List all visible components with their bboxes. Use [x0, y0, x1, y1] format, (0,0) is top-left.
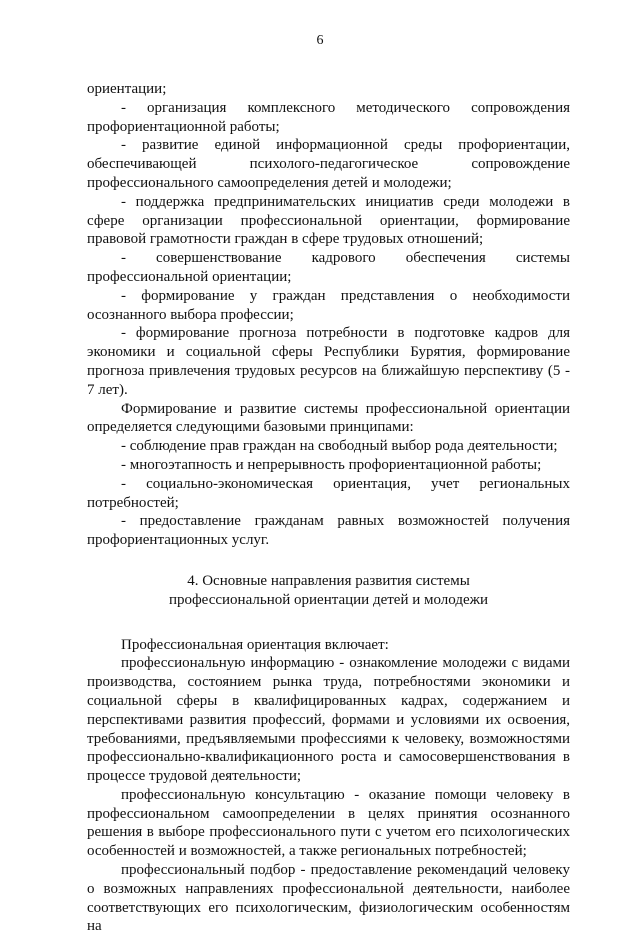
- spacer: [87, 610, 570, 636]
- paragraph: - развитие единой информационной среды профориентации, обеспечивающей психолого-педагогическое сопровождение профессионального самоопределения детей и молодежи;: [87, 137, 570, 191]
- paragraph: - предоставление гражданам равных возможностей получения профориентационных услуг.: [87, 513, 570, 549]
- paragraph: - совершенствование кадрового обеспечения системы профессиональной ориентации;: [87, 250, 570, 285]
- section-heading-line: профессиональной ориентации детей и молодежи: [168, 591, 489, 608]
- paragraph: Формирование и развитие системы профессиональной ориентации определяется следующими базовыми принципами:: [87, 400, 570, 436]
- paragraph: Профессиональная ориентация включает:: [121, 636, 389, 653]
- paragraph: профессиональную консультацию - оказание помощи человеку в профессиональном самоопределении в целях принятия осознанного решения в выборе профессионального пути с учетом его психологических особенностей и возможностей, а также региональных потребностей;: [87, 786, 570, 860]
- paragraph: профессиональную информацию - ознакомление молодежи с видами производства, состоянием рынка труда, потребностями экономики и социальной сферы в квалифицированных кадрах, содержанием и перспективами развития профессий, формами и условиями их освоения, требованиями, предъявляемыми профессиями к человеку, возможностями профессионально-квалификационного роста и самосовершенствования в процессе трудовой деятельности;: [87, 655, 570, 785]
- body-text: [87, 80, 570, 936]
- paragraph: - формирование прогноза потребности в подготовке кадров для экономики и социальной сферы Республики Бурятия, формирование прогноза привлечения трудовых ресурсов на ближайшую перспективу (5 - 7 лет).: [87, 325, 570, 398]
- paragraph: - организация комплексного методического сопровождения профориентационной работы;: [87, 99, 570, 135]
- paragraph: ориентации;: [87, 81, 167, 97]
- paragraph: - поддержка предпринимательских инициатив среди молодежи в сфере организации профессиональной ориентации, формирование правовой грамотности граждан в сфере трудовых отношений;: [87, 193, 570, 248]
- section-heading: [87, 572, 570, 610]
- paragraph: - формирование у граждан представления о необходимости осознанного выбора профессии;: [87, 287, 570, 323]
- paragraph: - соблюдение прав граждан на свободный выбор рода деятельности;: [121, 438, 558, 455]
- paragraph: - социально-экономическая ориентация, учет региональных потребностей;: [87, 475, 570, 511]
- page-number: 6: [316, 33, 324, 48]
- section-heading-line: 4. Основные направления развития системы: [187, 572, 470, 589]
- paragraph: - многоэтапность и непрерывность профориентационной работы;: [121, 456, 542, 473]
- paragraph: профессиональный подбор - предоставление рекомендаций человеку о возможных направлениях профессиональной деятельности, наиболее соответствующих его психологическим, физиологическим особенностям на: [87, 862, 570, 935]
